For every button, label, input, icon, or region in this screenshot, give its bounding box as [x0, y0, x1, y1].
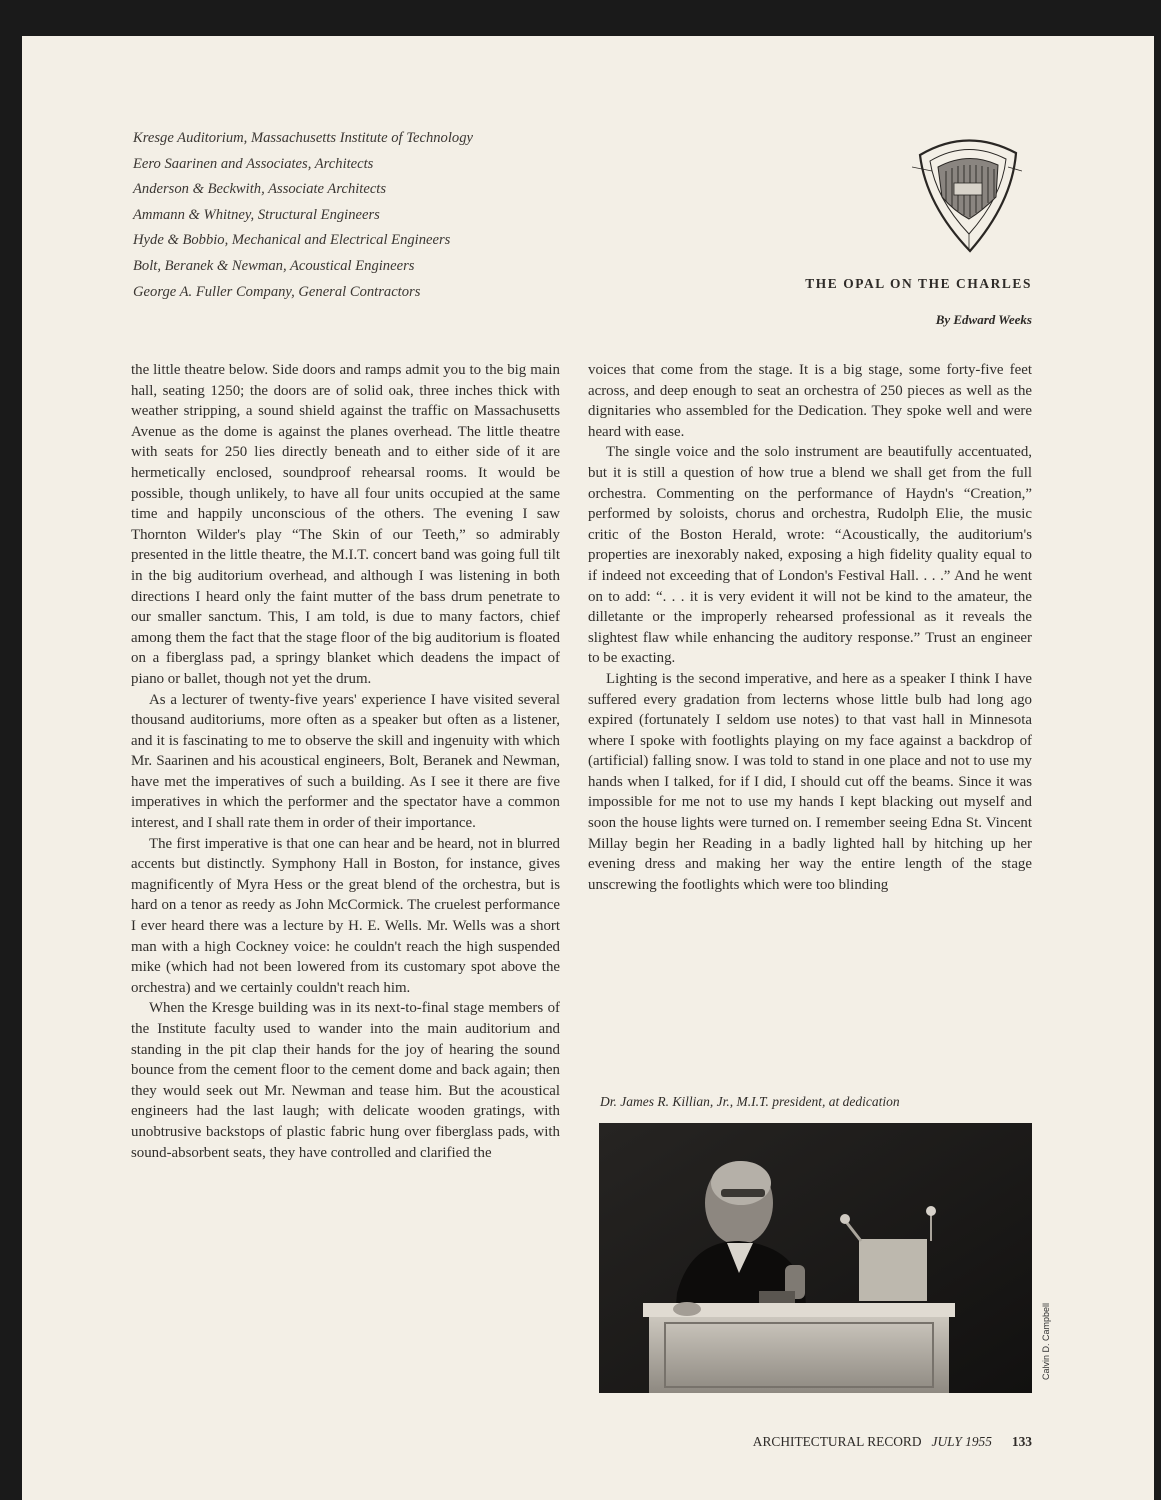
credit-line: Kresge Auditorium, Massachusetts Institute of Technology: [133, 130, 473, 146]
paragraph: When the Kresge building was in its next-to-final stage members of the Institute faculty used to wander into the main auditorium and standing in the pit clap their hands for the joy of hearing the sound bounce from the cement floor to the cement dome and back again; then they would seek out Mr. Newman and tease him. But the acoustical engineers had the last laugh; with delicate wooden gratings, with unobtrusive backstops of plastic fabric hung over fiberglass pads, with sound-absorbent seats, they have controlled and clarified the: [131, 1000, 560, 1161]
auditorium-plan-diagram: [912, 131, 1022, 256]
page-footer: [600, 1434, 1032, 1450]
article-title: THE OPAL ON THE CHARLES: [805, 276, 1032, 291]
credit-line: Eero Saarinen and Associates, Architects: [133, 155, 374, 172]
credit-line: Anderson & Beckwith, Associate Architects: [133, 181, 387, 198]
project-credits: [133, 126, 603, 305]
dedication-photo: [599, 1123, 1032, 1393]
photo-caption: Dr. James R. Killian, Jr., M.I.T. president, at dedication: [600, 1094, 900, 1109]
text-column-left: [131, 360, 560, 1163]
paragraph: the little theatre below. Side doors and ramps admit you to the big main hall, seating 1250; the doors are of solid oak, three inches thick with weather stripping, a sound shield against the traffic on Massachusetts Avenue as the dome is against the planes overhead. The little theatre with seats for 250 lies directly beneath and to either side of it are hermetically enclosed, soundproof rehearsal rooms. It would be possible, though unlikely, to have all four units occupied at the same time and happily unconscious of the others. The evening I saw Thornton Wilder's play “The Skin of our Teeth,” so admirably presented in the little theatre, the M.I.T. concert band was going full tilt in the big auditorium overhead, and although I was listening in both directions I heard only the faint mutter of the bass drum penetrate to our smaller sanctum. This, I am told, is due to many factors, chief among them the fact that the stage floor of the big auditorium is floated on a fiberglass pad, a springy blanket which deadens the impact of piano or ballet, though not yet the drum.: [131, 362, 560, 687]
credit-line: Ammann & Whitney, Structural Engineers: [133, 206, 380, 223]
magazine-name: ARCHITECTURAL RECORD: [752, 1434, 922, 1449]
paragraph: The first imperative is that one can hear and be heard, not in blurred accents but distinctly. Symphony Hall in Boston, for instance, gives magnificently of Myra Hess or the great blend of the orchestra, but is hard on a tenor as reedy as John McCormick. The cruelest performance I ever heard there was a lecture by H. E. Wells. Mr. Wells was a short man with a high Cockney voice: he couldn't reach the high suspended mike (which had not been lowered from its customary spot above the orchestra) and we certainly couldn't reach him.: [131, 835, 560, 996]
credit-line: Hyde & Bobbio, Mechanical and Electrical Engineers: [133, 232, 451, 249]
photo-credit: Calvin D. Campbell: [1041, 1302, 1051, 1380]
paragraph: As a lecturer of twenty-five years' experience I have visited several thousand auditoriums, more often as a speaker but often as a listener, and it is fascinating to me to observe the skill and ingenuity with which Mr. Saarinen and his acoustical engineers, Bolt, Beranek and Newman, have met the imperatives of such a building. As I see it there are five imperatives in which the performer and the spectator have a common interest, and I shall rate them in order of their importance.: [131, 691, 560, 832]
paragraph: Lighting is the second imperative, and here as a speaker I think I have suffered every gradation from lecterns whose little bulb had long ago expired (fortunately I seldom use notes) to that vast hall in Minnesota where I spoke with footlights playing on my face against a backdrop of (artificial) falling snow. I was told to stand in one place and not to use my hands when I talked, for if I did, I should cut off the beams. Since it was impossible for me not to use my hands I kept blacking out myself and soon the house lights were turned on. I remember seeing Edna St. Vincent Millay begin her Reading in a badly lighted hall by hitching up her evening dress and making her way the entire length of the stage unscrewing the footlights which were too blinding: [588, 670, 1032, 893]
article-byline: By Edward Weeks: [935, 312, 1032, 327]
credit-line: George A. Fuller Company, General Contractors: [133, 283, 421, 300]
credit-line: Bolt, Beranek & Newman, Acoustical Engineers: [133, 257, 415, 274]
page-number: 133: [1011, 1434, 1032, 1449]
issue-date: JULY 1955: [931, 1434, 992, 1449]
paragraph: voices that come from the stage. It is a big stage, some forty-five feet across, and deep enough to seat an orchestra of 250 pieces as well as the dignitaries who assembled for the Dedication. They spoke well and were heard with ease.: [588, 362, 1032, 440]
paragraph: The single voice and the solo instrument are beautifully accentuated, but it is still a question of how true a blend we shall get from the full orchestra. Commenting on the performance of Haydn's “Creation,” performed by soloists, chorus and orchestra, Rudolph Elie, the music critic of the Boston Herald, wrote: “Acoustically, the auditorium's properties are inexorably naked, exposing a high fidelity quality equal to if indeed not exceeding that of London's Festival Hall. . . .” And he went on to add: “. . . it is very evident it will not be kind to the amateur, the dilletante or the improperly rehearsed professional as it reveals the slightest flaw while enhancing the auditory response.” Trust an engineer to be exacting.: [588, 444, 1032, 667]
text-column-right: [588, 360, 1032, 895]
